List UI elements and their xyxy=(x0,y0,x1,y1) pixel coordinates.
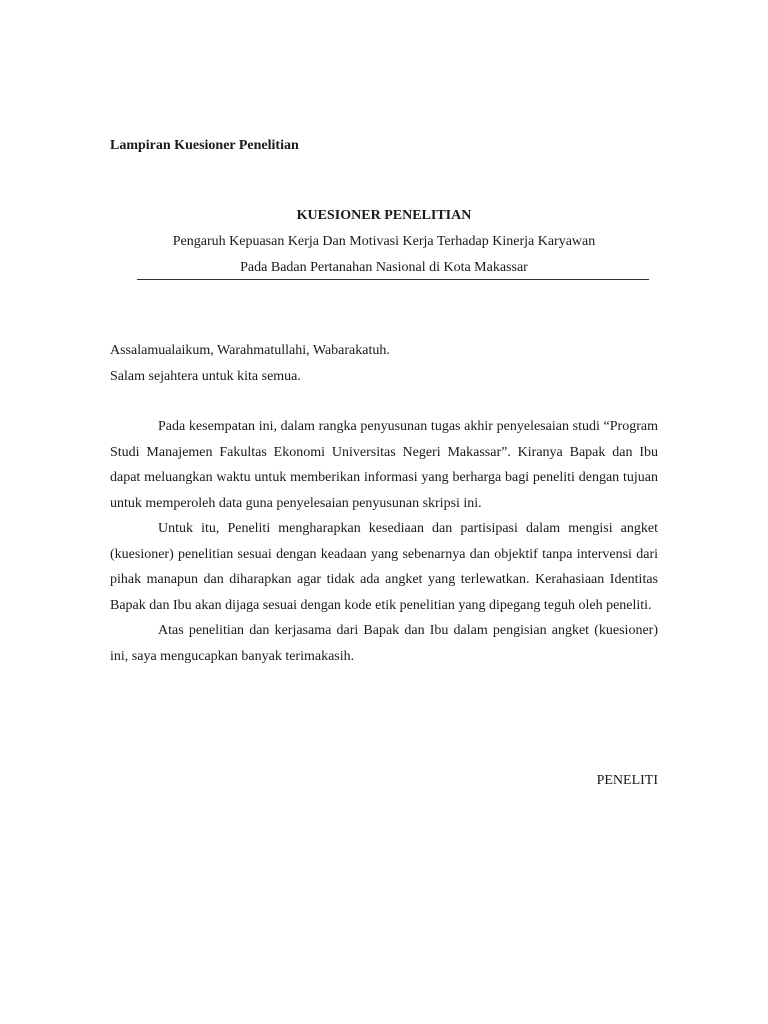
questionnaire-header xyxy=(110,206,658,281)
paragraph-thanks: Atas penelitian dan kerjasama dari Bapak dan Ibu dalam pengisian angket (kuesioner) ini, saya mengucapkan banyak terimakasih. xyxy=(110,623,658,664)
attachment-label: Lampiran Kuesioner Penelitian xyxy=(110,138,299,153)
greeting xyxy=(110,338,658,390)
letter-body xyxy=(110,414,658,669)
header-divider xyxy=(137,279,649,280)
paragraph-purpose: Pada kesempatan ini, dalam rangka penyusunan tugas akhir penyelesaian studi “Program Studi Manajemen Fakultas Ekonomi Universitas Negeri Makassar”. Kiranya Bapak dan Ibu dapat meluangkan waktu untuk memberikan informasi yang berharga bagi peneliti dengan tujuan untuk memperoleh data guna penyelesaian penyusunan skripsi ini. xyxy=(110,419,658,511)
research-title-line-2: Pada Badan Pertanahan Nasional di Kota Makassar xyxy=(240,260,528,275)
questionnaire-title: KUESIONER PENELITIAN xyxy=(296,208,472,223)
greeting-line-1: Assalamualaikum, Warahmatullahi, Wabarakatuh. xyxy=(110,343,390,358)
paragraph-request: Untuk itu, Peneliti mengharapkan kesediaan dan partisipasi dalam mengisi angket (kuesioner) penelitian sesuai dengan keadaan yang sebenarnya dan objektif tanpa intervensi dari pihak manapun dan diharapkan agar tidak ada angket yang terlewatkan. Kerahasiaan Identitas Bapak dan Ibu akan dijaga sesuai dengan kode etik penelitian yang dipegang teguh oleh peneliti. xyxy=(110,521,658,613)
research-title-line-1: Pengaruh Kepuasan Kerja Dan Motivasi Kerja Terhadap Kinerja Karyawan xyxy=(172,234,596,249)
greeting-line-2: Salam sejahtera untuk kita semua. xyxy=(110,369,301,384)
signature-researcher: PENELITI xyxy=(596,773,658,788)
